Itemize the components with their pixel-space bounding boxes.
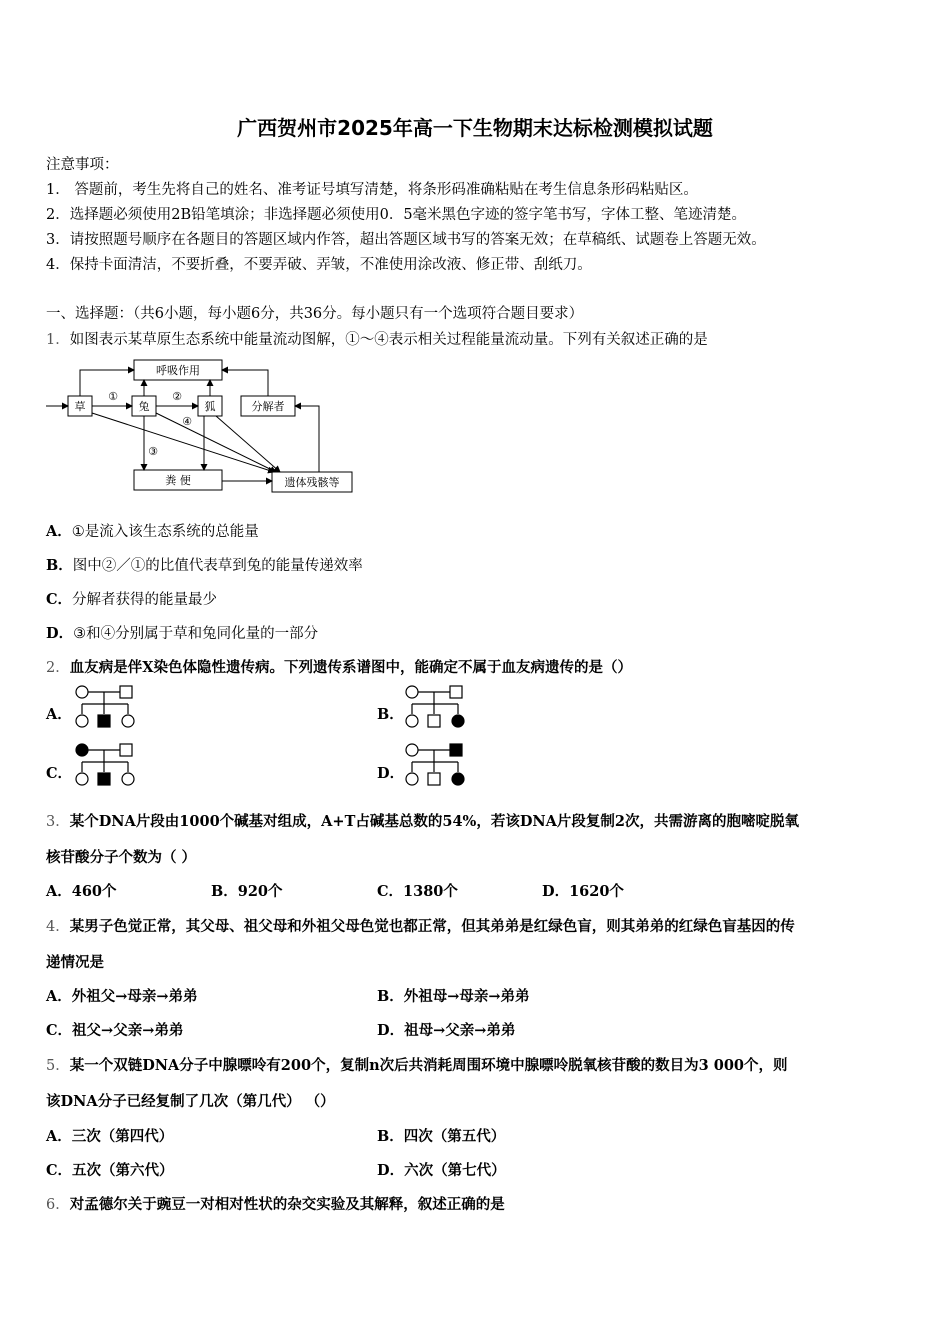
q2-option-c-label[interactable]: C． [46, 765, 73, 782]
q2-number: 2． [46, 660, 70, 676]
q3-option-b[interactable]: B．920个 [211, 883, 283, 900]
pedigree-a-father [120, 686, 132, 698]
marker-3: ③ [148, 445, 158, 458]
q4-option-b[interactable]: B．外祖母→母亲→弟弟 [377, 988, 530, 1005]
pedigree-a-daughter-1 [76, 715, 88, 727]
label-grass: 草 [74, 400, 86, 413]
q1-option-b[interactable] [46, 554, 363, 575]
q1-option-b-label: B． [46, 557, 73, 574]
pedigree-a-daughter-2 [122, 715, 134, 727]
label-respiration: 呼吸作用 [156, 364, 200, 377]
pedigree-b-father [450, 686, 462, 698]
notice-heading: 注意事项： [46, 157, 119, 173]
pedigree-b-daughter [406, 715, 418, 727]
q1-option-d-text: ③和④分别属于草和兔同化量的一部分 [73, 626, 319, 642]
notice-item-3: 3．请按照题号顺序在各题目的答题区域内作答，超出答题区域书写的答案无效；在草稿纸、试题卷上答题无效。 [46, 232, 766, 248]
q5-option-a[interactable]: A．三次（第四代） [46, 1128, 174, 1145]
q3-stem-line-2: 核苷酸分子个数为（ ） [46, 849, 197, 866]
label-remains: 遗体残骸等 [284, 476, 340, 489]
label-feces: 粪 便 [165, 474, 191, 487]
q2-option-a-label[interactable]: A． [46, 706, 72, 723]
q5-stem-line-1 [46, 1054, 788, 1075]
pedigree-c-affected-son [98, 773, 110, 785]
q2-stem [46, 656, 632, 677]
q1-stem-text: 如图表示某草原生态系统中能量流动图解，①～④表示相关过程能量流动量。下列有关叙述正确的是 [69, 332, 708, 348]
q4-option-c[interactable]: C．祖父→父亲→弟弟 [46, 1022, 184, 1039]
q3-stem-text-1: 某个DNA片段由1000个碱基对组成，A+T占碱基总数的54%，若该DNA片段复制2次，共需游离的胞嘧啶脱氧 [69, 813, 799, 830]
q3-stem-line-1 [46, 810, 799, 831]
q3-option-c[interactable]: C．1380个 [377, 883, 458, 900]
q4-option-d[interactable]: D．祖母→父亲→弟弟 [377, 1022, 516, 1039]
q1-option-a-text: ①是流入该生态系统的总能量 [71, 524, 259, 540]
q5-option-b[interactable]: B．四次（第五代） [377, 1128, 506, 1145]
q5-stem-text-1: 某一个双链DNA分子中腺嘌呤有200个，复制n次后共消耗周围环境中腺嘌呤脱氧核苷酸的数目为3 000个，则 [69, 1057, 788, 1074]
q1-option-d-label: D． [46, 625, 74, 642]
notice-item-4: 4．保持卡面清洁，不要折叠，不要弄破、弄皱，不准使用涂改液、修正带、刮纸刀。 [46, 257, 592, 273]
q2-stem-text: 血友病是伴X染色体隐性遗传病。下列遗传系谱图中，能确定不属于血友病遗传的是（） [69, 659, 632, 676]
pedigree-d-daughter [406, 773, 418, 785]
q4-number: 4． [46, 919, 70, 935]
pedigree-c-daughter-1 [76, 773, 88, 785]
label-decomposer: 分解者 [251, 400, 285, 413]
label-fox: 狐 [204, 400, 216, 413]
section-heading: 一、选择题：（共6小题，每小题6分，共36分。每小题只有一个选项符合题目要求） [46, 306, 584, 322]
pedigree-c-daughter-2 [122, 773, 134, 785]
q1-option-b-text: 图中②／①的比值代表草到兔的能量传递效率 [72, 558, 363, 574]
q4-stem-line-2: 递情况是 [46, 954, 104, 971]
q1-number: 1． [46, 332, 70, 348]
pedigree-a-mother [76, 686, 88, 698]
q1-option-c-text: 分解者获得的能量最少 [72, 592, 218, 608]
notice-item-2: 2．选择题必须使用2B铅笔填涂；非选择题必须使用0．5毫米黑色字迹的签字笔书写，字体工整、笔迹清楚。 [46, 207, 747, 223]
q1-option-c[interactable] [46, 588, 217, 609]
pedigree-c [70, 742, 140, 788]
marker-2: ② [172, 390, 182, 403]
pedigree-a-affected-son [98, 715, 110, 727]
pedigree-d-affected-daughter [452, 773, 464, 785]
q3-option-a[interactable]: A．460个 [46, 883, 117, 900]
q6-stem [46, 1193, 505, 1214]
q2-option-d-label[interactable]: D． [377, 765, 405, 782]
energy-flow-diagram [44, 355, 356, 497]
pedigree-d-son [428, 773, 440, 785]
q4-option-a[interactable]: A．外祖父→母亲→弟弟 [46, 988, 198, 1005]
marker-1: ① [108, 390, 118, 403]
q4-stem-line-1 [46, 915, 795, 936]
q3-number: 3． [46, 814, 70, 830]
notice-item-1: 1． 答题前，考生先将自己的姓名、准考证号填写清楚，将条形码准确粘贴在考生信息条形码粘贴区。 [46, 182, 698, 198]
pedigree-b [400, 684, 470, 730]
pedigree-b-son [428, 715, 440, 727]
pedigree-a [70, 684, 140, 730]
pedigree-c-father [120, 744, 132, 756]
q5-option-d[interactable]: D．六次（第七代） [377, 1162, 506, 1179]
q2-option-b-label[interactable]: B． [377, 706, 404, 723]
q1-stem [46, 328, 708, 349]
page-title: 广西贺州市2025年高一下生物期末达标检测模拟试题 [237, 116, 713, 140]
q4-stem-text-1: 某男子色觉正常，其父母、祖父母和外祖父母色觉也都正常，但其弟弟是红绿色盲，则其弟弟的红绿色盲基因的传 [69, 918, 795, 935]
q6-stem-text: 对孟德尔关于豌豆一对相对性状的杂交实验及其解释，叙述正确的是 [69, 1196, 505, 1213]
q3-option-d[interactable]: D．1620个 [542, 883, 624, 900]
q1-option-d[interactable] [46, 622, 318, 643]
pedigree-b-mother [406, 686, 418, 698]
q5-stem-line-2: 该DNA分子已经复制了几次（第几代） （） [46, 1093, 335, 1110]
pedigree-c-affected-mother [76, 744, 88, 756]
pedigree-d [400, 742, 470, 788]
q6-number: 6． [46, 1197, 70, 1213]
q1-option-a-label: A． [46, 523, 72, 540]
pedigree-d-mother [406, 744, 418, 756]
q1-option-c-label: C． [46, 591, 73, 608]
marker-4: ④ [182, 415, 192, 428]
pedigree-d-affected-father [450, 744, 462, 756]
q5-number: 5． [46, 1058, 70, 1074]
pedigree-b-affected-daughter [452, 715, 464, 727]
q5-option-c[interactable]: C．五次（第六代） [46, 1162, 174, 1179]
label-rabbit: 兔 [138, 400, 150, 413]
q1-option-a[interactable] [46, 520, 259, 541]
